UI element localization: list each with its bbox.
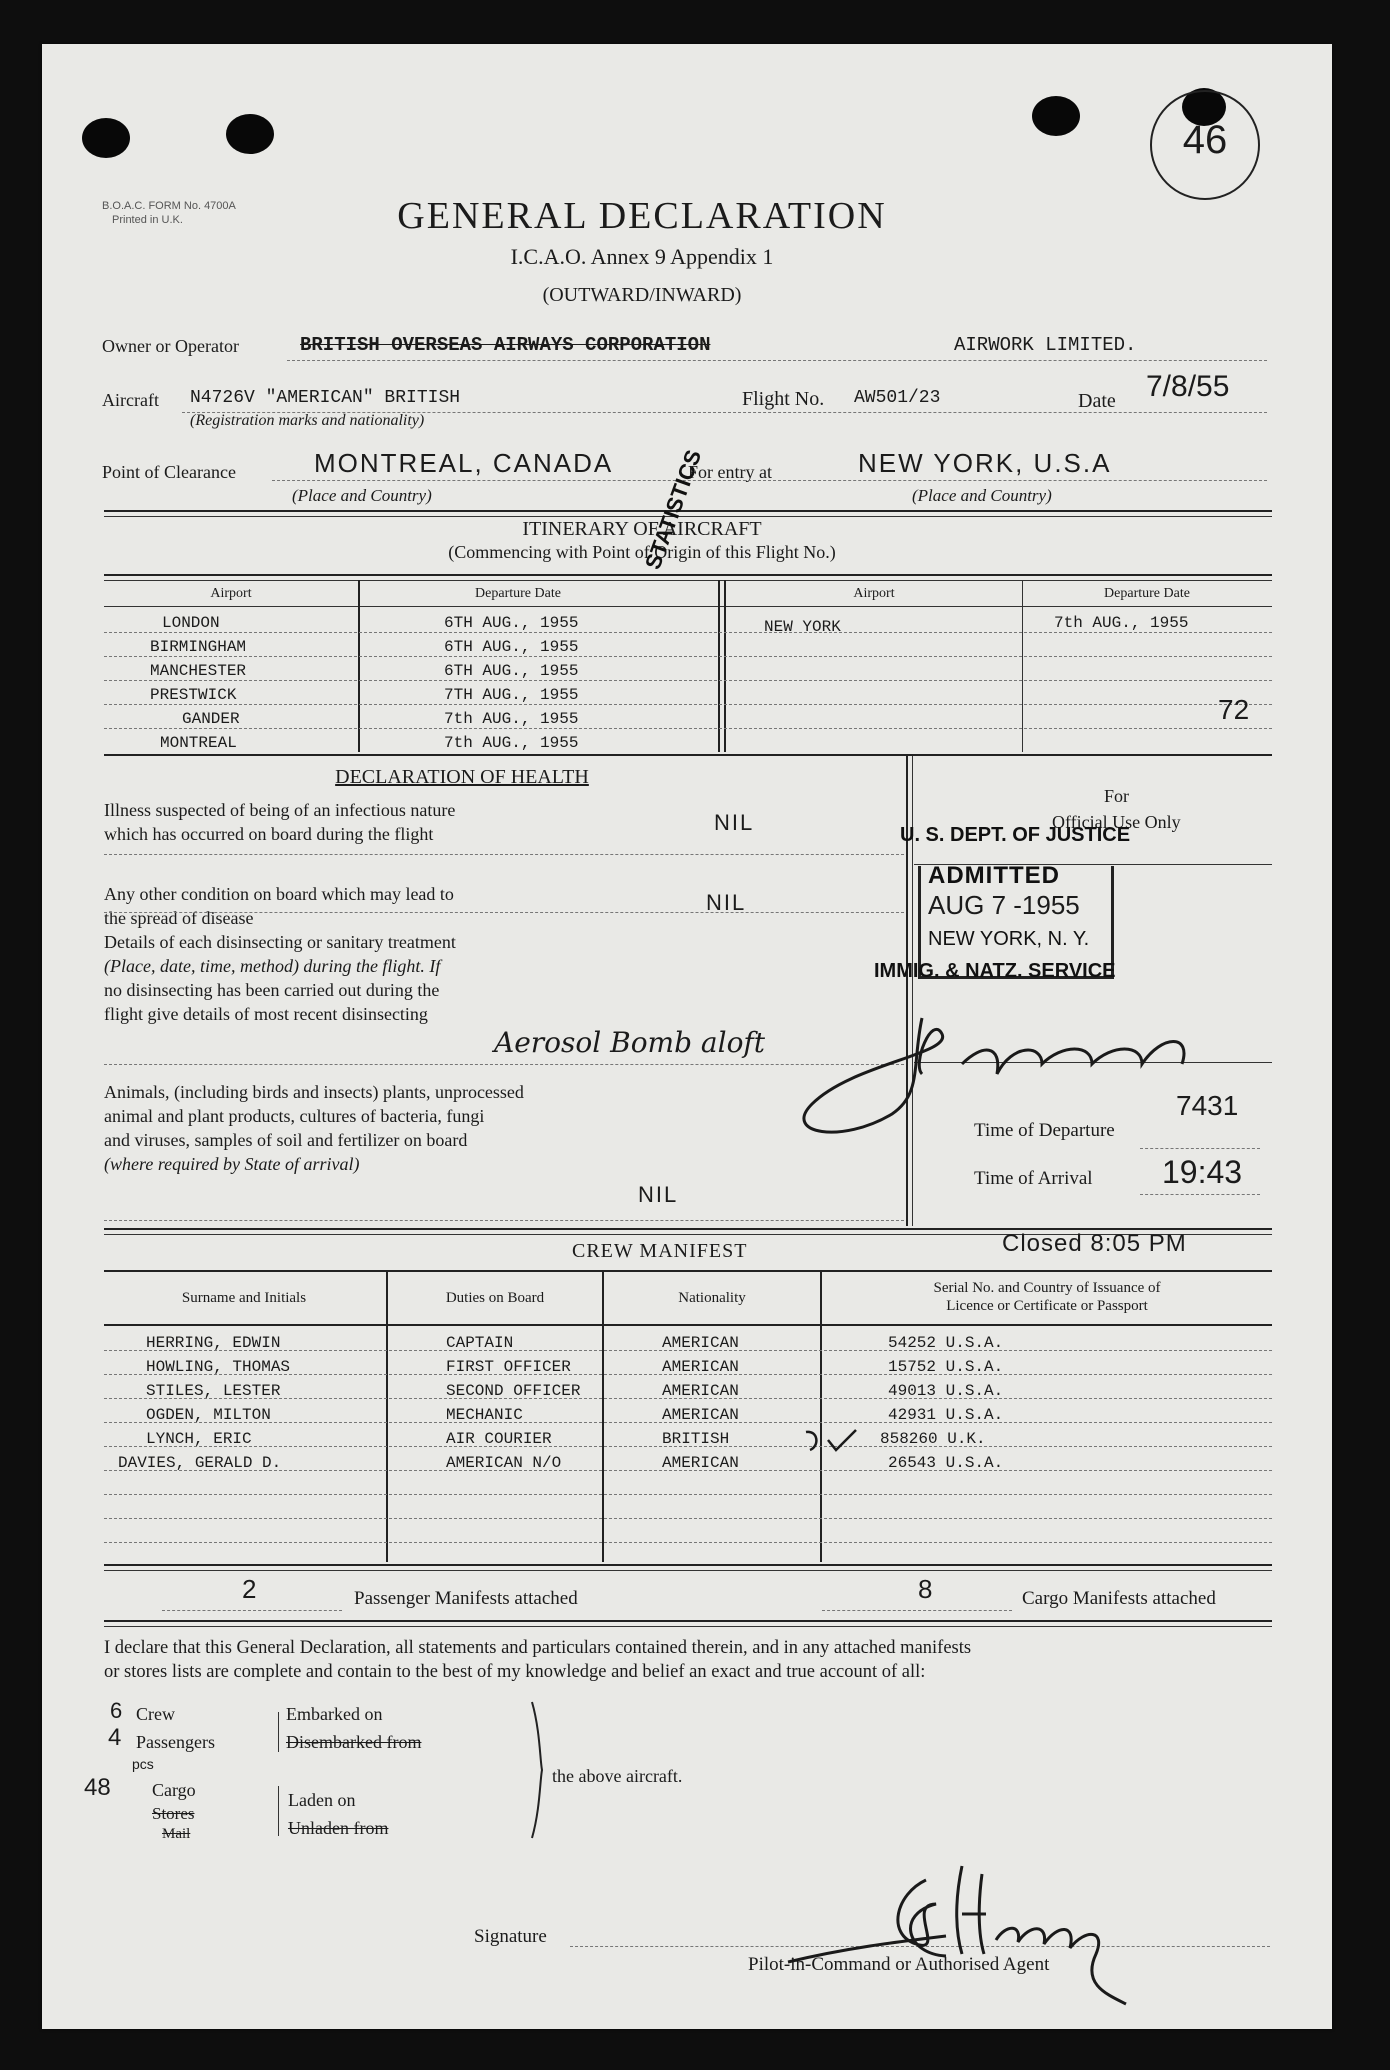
crew-duty: MECHANIC bbox=[446, 1406, 523, 1424]
declaration-brace bbox=[528, 1700, 548, 1840]
declared-crew-count: 6 bbox=[110, 1698, 125, 1723]
place-note-entry: (Place and Country) bbox=[912, 486, 1052, 505]
crew-duty: FIRST OFFICER bbox=[446, 1358, 571, 1376]
itinerary-col-departure-2: Departure Date bbox=[1104, 586, 1190, 601]
official-signature bbox=[772, 1004, 1212, 1154]
arrival-label: Time of Arrival bbox=[974, 1168, 1093, 1189]
health-a1: NIL bbox=[714, 810, 755, 835]
itinerary-date: 7th AUG., 1955 bbox=[444, 734, 579, 752]
date-value: 7/8/55 bbox=[1146, 370, 1230, 403]
punch-hole bbox=[226, 114, 274, 154]
cargo-manifest-label: Cargo Manifests attached bbox=[1022, 1588, 1216, 1609]
crew-nationality: BRITISH bbox=[662, 1430, 730, 1448]
crew-col-name: Surname and Initials bbox=[181, 1290, 307, 1306]
cargo-manifest-count: 8 bbox=[918, 1574, 935, 1604]
departure-value: 7431 bbox=[1176, 1090, 1239, 1121]
laden-label: Laden on bbox=[288, 1790, 356, 1810]
itinerary-col-departure: Departure Date bbox=[475, 586, 561, 601]
check-mark-icon bbox=[804, 1426, 864, 1456]
page-number-circle bbox=[1150, 90, 1260, 200]
crew-col-serial-2: Licence or Certificate or Passport bbox=[946, 1298, 1148, 1314]
owner-label: Owner or Operator bbox=[102, 336, 239, 356]
health-q4-line3: and viruses, samples of soil and fertilizer on board bbox=[104, 1130, 468, 1150]
stamp-service: IMMIG. & NATZ. SERVICE bbox=[874, 960, 1116, 982]
registration-note: (Registration marks and nationality) bbox=[190, 412, 425, 429]
place-note-clearance: (Place and Country) bbox=[292, 486, 432, 505]
declared-cargo-unit: pcs bbox=[132, 1756, 154, 1772]
arrival-value: 19:43 bbox=[1162, 1154, 1243, 1190]
crew-serial: 54252 U.S.A. bbox=[888, 1334, 1004, 1352]
signer-label: Pilot-in-Command or Authorised Agent bbox=[748, 1954, 1050, 1975]
itinerary-airport: MONTREAL bbox=[160, 734, 237, 752]
declared-cargo-count: 48 bbox=[84, 1774, 111, 1801]
date-label: Date bbox=[1078, 390, 1116, 412]
health-q3-line4: flight give details of most recent disinsecting bbox=[104, 1004, 428, 1024]
form-number: B.O.A.C. FORM No. 4700A bbox=[102, 200, 236, 212]
itinerary-col-airport: Airport bbox=[210, 586, 252, 601]
itinerary-airport: GANDER bbox=[182, 710, 240, 728]
form-subtitle: I.C.A.O. Annex 9 Appendix 1 bbox=[510, 244, 774, 269]
stamp-date: AUG 7 -1955 bbox=[928, 890, 1080, 920]
crew-col-nationality: Nationality bbox=[678, 1290, 746, 1306]
declaration-line-2: or stores lists are complete and contain to the best of my knowledge and belief an exact and true account of all: bbox=[104, 1662, 926, 1682]
crew-name: LYNCH, ERIC bbox=[146, 1430, 252, 1448]
crew-nationality: AMERICAN bbox=[662, 1454, 739, 1472]
itinerary-airport: LONDON bbox=[162, 614, 220, 632]
crew-duty: CAPTAIN bbox=[446, 1334, 514, 1352]
official-for: For bbox=[1104, 786, 1130, 806]
health-q1-line2: which has occurred on board during the flight bbox=[104, 824, 434, 844]
health-q1-line1: Illness suspected of being of an infectious nature bbox=[104, 800, 456, 820]
embarked-label: Embarked on bbox=[286, 1704, 383, 1724]
flight-value: AW501/23 bbox=[854, 388, 941, 408]
crew-serial: 42931 U.S.A. bbox=[888, 1406, 1004, 1424]
crew-nationality: AMERICAN bbox=[662, 1382, 739, 1400]
itinerary-title: ITINERARY OF AIRCRAFT bbox=[522, 518, 762, 540]
crew-name: DAVIES, GERALD D. bbox=[118, 1454, 282, 1472]
health-q4-line2: animal and plant products, cultures of bacteria, fungi bbox=[104, 1106, 485, 1126]
disembarked-label: Disembarked from bbox=[286, 1732, 422, 1752]
declared-passengers-count: 4 bbox=[108, 1724, 124, 1751]
printed-note: Printed in U.K. bbox=[112, 214, 183, 226]
health-q3-line1: Details of each disinsecting or sanitary treatment bbox=[104, 932, 456, 952]
health-a3: Aerosol Bomb aloft bbox=[494, 1026, 766, 1059]
declared-mail-label: Mail bbox=[162, 1826, 191, 1842]
crew-name: HERRING, EDWIN bbox=[146, 1334, 281, 1352]
form-title: GENERAL DECLARATION bbox=[397, 195, 887, 237]
statistics-stamp: STATISTICS bbox=[640, 446, 707, 573]
signature-label: Signature bbox=[474, 1926, 547, 1947]
health-q4-line4: (where required by State of arrival) bbox=[104, 1154, 360, 1174]
crew-serial: 15752 U.S.A. bbox=[888, 1358, 1004, 1376]
itinerary-date: 6TH AUG., 1955 bbox=[444, 638, 579, 656]
page-number: 46 bbox=[1182, 118, 1228, 162]
itinerary-col-airport-2: Airport bbox=[853, 586, 895, 601]
stamp-dept: U. S. DEPT. OF JUSTICE bbox=[900, 824, 1131, 846]
itinerary-airport: PRESTWICK bbox=[150, 686, 237, 704]
flight-label: Flight No. bbox=[742, 388, 825, 410]
crew-nationality: AMERICAN bbox=[662, 1406, 739, 1424]
entry-value: NEW YORK, U.S.A bbox=[858, 448, 1112, 478]
crew-name: OGDEN, MILTON bbox=[146, 1406, 271, 1424]
itinerary-subtitle: (Commencing with Point of Origin of this Flight No.) bbox=[448, 542, 836, 562]
crew-duty: SECOND OFFICER bbox=[446, 1382, 581, 1400]
declared-passengers-label: Passengers bbox=[136, 1732, 215, 1752]
aircraft-value: N4726V "AMERICAN" BRITISH bbox=[190, 388, 461, 408]
declared-stores-label: Stores bbox=[152, 1804, 195, 1823]
passenger-manifest-count: 2 bbox=[242, 1574, 259, 1604]
health-q3-line3: no disinsecting has been carried out during the bbox=[104, 980, 440, 1000]
stamp-admitted: ADMITTED bbox=[928, 862, 1060, 889]
health-q2-line2: the spread of disease bbox=[104, 908, 254, 928]
crew-name: HOWLING, THOMAS bbox=[146, 1358, 291, 1376]
crew-serial: 49013 U.S.A. bbox=[888, 1382, 1004, 1400]
itinerary-date: 7TH AUG., 1955 bbox=[444, 686, 579, 704]
crew-nationality: AMERICAN bbox=[662, 1358, 739, 1376]
above-aircraft-label: the above aircraft. bbox=[552, 1766, 683, 1786]
form-direction: (OUTWARD/INWARD) bbox=[542, 284, 742, 306]
unladen-label: Unladen from bbox=[288, 1818, 389, 1838]
crew-serial: 26543 U.S.A. bbox=[888, 1454, 1004, 1472]
official-use-only: Official Use Only bbox=[1052, 812, 1181, 832]
itinerary-date: 6TH AUG., 1955 bbox=[444, 614, 579, 632]
health-a2: NIL bbox=[706, 890, 747, 915]
form-sheet bbox=[42, 44, 1332, 2029]
health-q4-line1: Animals, (including birds and insects) plants, unprocessed bbox=[104, 1082, 524, 1102]
health-a4: NIL bbox=[638, 1182, 679, 1207]
clearance-label: Point of Clearance bbox=[102, 462, 236, 482]
itinerary-airport-right: NEW YORK bbox=[764, 618, 841, 636]
itinerary-date: 6TH AUG., 1955 bbox=[444, 662, 579, 680]
crew-name: STILES, LESTER bbox=[146, 1382, 281, 1400]
aircraft-label: Aircraft bbox=[102, 390, 159, 410]
crew-duty: AIR COURIER bbox=[446, 1430, 552, 1448]
punch-hole bbox=[1032, 96, 1080, 136]
crew-closed-note: Closed 8:05 PM bbox=[1002, 1230, 1187, 1257]
itinerary-date: 7th AUG., 1955 bbox=[444, 710, 579, 728]
health-q2-line1: Any other condition on board which may lead to bbox=[104, 884, 454, 904]
crew-col-serial-1: Serial No. and Country of Issuance of bbox=[933, 1280, 1161, 1296]
crew-serial: 858260 U.K. bbox=[880, 1430, 986, 1448]
crew-nationality: AMERICAN bbox=[662, 1334, 739, 1352]
health-q3-line2: (Place, date, time, method) during the flight. If bbox=[104, 956, 441, 976]
passenger-manifest-label: Passenger Manifests attached bbox=[354, 1588, 578, 1609]
owner-value-2: AIRWORK LIMITED. bbox=[954, 334, 1137, 356]
health-title: DECLARATION OF HEALTH bbox=[335, 766, 589, 788]
declared-crew-label: Crew bbox=[136, 1704, 175, 1724]
itinerary-airport: MANCHESTER bbox=[150, 662, 247, 680]
punch-hole bbox=[82, 118, 130, 158]
crew-col-duties: Duties on Board bbox=[445, 1290, 545, 1306]
itinerary-note: 72 bbox=[1218, 694, 1250, 725]
owner-value: BRITISH OVERSEAS AIRWAYS CORPORATION bbox=[300, 334, 711, 356]
declaration-line-1: I declare that this General Declaration, all statements and particulars contained therein, and in any attached manifests bbox=[104, 1638, 972, 1658]
itinerary-date-right: 7th AUG., 1955 bbox=[1054, 614, 1189, 632]
crew-title: CREW MANIFEST bbox=[572, 1240, 748, 1262]
stamp-city: NEW YORK, N. Y. bbox=[928, 928, 1090, 950]
declared-cargo-label: Cargo bbox=[152, 1780, 196, 1800]
entry-label: For entry at bbox=[688, 462, 772, 482]
crew-duty: AMERICAN N/O bbox=[446, 1454, 562, 1472]
itinerary-airport: BIRMINGHAM bbox=[150, 638, 247, 656]
departure-label: Time of Departure bbox=[974, 1120, 1115, 1141]
pilot-signature bbox=[786, 1844, 1166, 2014]
clearance-value: MONTREAL, CANADA bbox=[314, 448, 614, 478]
